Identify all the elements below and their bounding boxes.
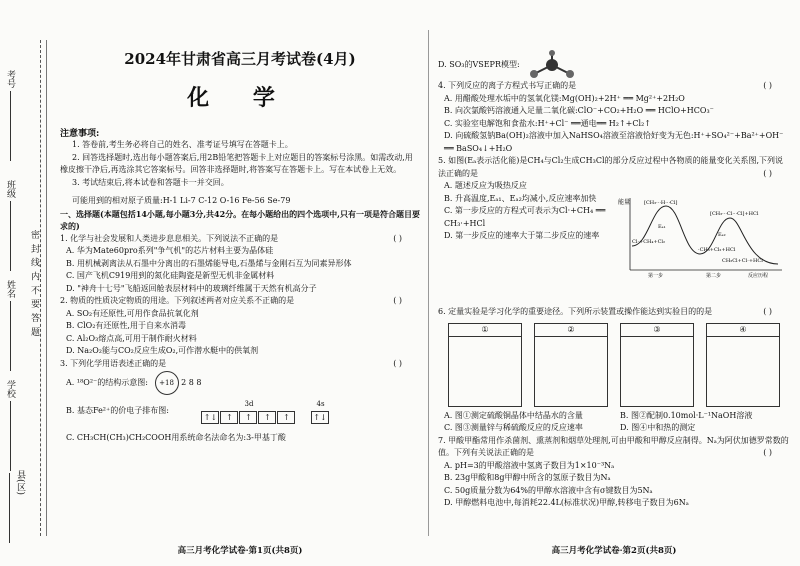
- q6-option-b: B. 图②配制0.10mol·L⁻¹NaOH溶液: [620, 410, 753, 420]
- ea1-label: Eₐ₁: [658, 224, 666, 230]
- field-school: 学校: [4, 380, 17, 471]
- notice-heading: 注意事项:: [60, 129, 100, 139]
- apparatus-2: ②: [534, 323, 608, 407]
- ts1-label: [CH₃···H···Cl]: [644, 200, 678, 206]
- notice-2: 2. 回答选择题时,选出每小题答案后,用2B铅笔把答题卡上对应题目的答案标号涂黑。如需改动,用橡皮擦干净后,再选涂其它答案标号。回答非选择题时,将答案写在答题卡上。写在本试卷上无效。: [60, 152, 413, 174]
- q4-option-a: A. 用醋酸处理水垢中的氢氧化镁:Mg(OH)₂+2H⁺ ══ Mg²⁺+2H₂O: [444, 93, 685, 103]
- question-5: 5. 如图(Eₐ表示活化能)是CH₄与Cl₂生成CH₃Cl的部分反应过程中各物质的能量变化关系图,下列说法正确的是 ( ): [438, 156, 784, 178]
- question-3: 3. 下列化学用语表述正确的是 ( ): [60, 358, 402, 368]
- q7-option-b: B. 23g甲酸和8g甲醇中所含的氢原子数目为Nₐ: [444, 473, 611, 482]
- q2-option-a: A. SO₂有还原性,可用作食品抗氧化剂: [66, 308, 199, 318]
- q5-option-b: B. 升高温度,Eₐ₁、Eₐ₂均减小,反应速率加快: [444, 193, 597, 203]
- q7-option-d: D. 甲醇燃料电池中,每消耗22.4L(标准状况)甲醇,转移电子数目为6Nₐ: [444, 498, 689, 507]
- subject-title: 化 学: [187, 85, 293, 111]
- end-label: CH₃Cl+Cl·+HCl: [722, 258, 763, 264]
- page-1-footer: 高三月考化学试卷·第1页(共8页): [177, 546, 303, 556]
- q4-option-d: D. 向硫酸氢钠Ba(OH)₂溶液中加入NaHSO₄溶液至溶液恰好变为无色:H⁺+SO₄²⁻+Ba²⁺+OH⁻ ══ BaSO₄↓+H₂O: [444, 131, 784, 153]
- orbital-box: ↑↓: [201, 411, 219, 424]
- step1-label: 第一步: [648, 273, 664, 279]
- question-6: 6. 定量实验是学习化学的重要途径。下列所示装置或操作能达到实验目的的是 ( ): [438, 307, 772, 316]
- orbital-box: ↑↓: [311, 411, 329, 424]
- question-2: 2. 物质的性质决定物质的用途。下列叙述两者对应关系不正确的是 ( ): [60, 296, 402, 305]
- lab-apparatus-figures: [438, 323, 790, 407]
- q1-option-d: D. "神舟十七号"飞船返回舱表层材料中的玻璃纤维属于天然有机高分子: [66, 283, 317, 293]
- page-divider: [428, 30, 429, 536]
- q2-option-b: B. ClO₂有还原性,用于自来水消毒: [66, 321, 186, 330]
- q5-options: [438, 180, 618, 243]
- page-1: [60, 0, 420, 445]
- question-4: 4. 下列反应的离子方程式书写正确的是 ( ): [438, 81, 772, 90]
- ea2-label: Eₐ₂: [718, 232, 726, 238]
- field-district: 县(区): [4, 470, 27, 566]
- notice-3: 3. 考试结束后,将本试卷和答题卡一并交回。: [72, 177, 229, 187]
- vsepr-model-figure: [522, 50, 582, 80]
- q7-option-a: A. pH=3的甲酸溶液中氢离子数目为1×10⁻³Nₐ: [444, 460, 615, 470]
- atom-structure-diagram: +18: [155, 371, 179, 395]
- field-class: 班级: [4, 180, 17, 271]
- q3-option-a: A. ¹⁸O²⁻的结构示意图: +18 2 8 8: [60, 370, 420, 396]
- q4-option-b: B. 向次氯酸钙溶液通入足量二氧化碳:ClO⁻+CO₂+H₂O ══ HClO+HCO₃⁻: [444, 106, 714, 115]
- orbital-box: ↑: [258, 411, 276, 424]
- q3-option-b: B. 基态Fe²⁺的价电子排布图: 3d ↑↓ ↑ ↑ ↑ ↑ 4s ↑↓: [60, 398, 420, 424]
- orbital-4s-label: 4s: [316, 400, 325, 408]
- q5-option-a: A. 题述反应为吸热反应: [444, 181, 527, 190]
- q1-option-c: C. 国产飞机C919用到的氮化硅陶瓷是新型无机非金属材料: [66, 271, 275, 280]
- atomic-masses: 可能用到的相对原子质量:H-1 Li-7 C-12 O-16 Fe-56 Se-79: [72, 196, 291, 205]
- question-7: 7. 甲酸甲酯常用作杀菌剂、熏蒸剂和烟草处理剂,可由甲酸和甲醇反应制得。Nₐ为阿伏加德罗常数的值。下列有关说法正确的是 ( ): [438, 435, 789, 457]
- q7-option-c: C. 50g质量分数为64%的甲醇水溶液中含有σ键数目为5Nₐ: [444, 485, 653, 495]
- q5-option-c: C. 第一步反应的方程式可表示为Cl·+CH₄ ══ CH₃·+HCl: [444, 206, 606, 228]
- start-label: Cl·+CH₄+Cl₂: [632, 239, 666, 245]
- apparatus-4: ④: [706, 323, 780, 407]
- axis-x-label: 反应历程: [748, 273, 769, 279]
- orbital-box: ↑: [239, 411, 257, 424]
- axis-y-label: 能量: [618, 199, 631, 206]
- q6-option-c: C. 图③测量锌与稀硫酸反应的反应速率: [444, 423, 583, 432]
- intermediate-label: ·CH₃+Cl₂+HCl: [698, 247, 736, 253]
- q6-options: [438, 410, 790, 435]
- q2-option-c: C. Al₂O₃熔点高,可用于制作耐火材料: [66, 333, 197, 343]
- orbital-box: ↑: [220, 411, 238, 424]
- q1-option-a: A. 华为Mate60pro系列"争气机"的芯片材料主要为晶体硅: [66, 246, 274, 255]
- question-1: 1. 化学与社会发展和人类进步息息相关。下列说法不正确的是 ( ): [60, 233, 402, 243]
- apparatus-3: ③: [620, 323, 694, 407]
- notice-1: 1. 答卷前,考生务必将自己的姓名、准考证号填写在答题卡上。: [72, 140, 293, 149]
- q5-option-d: D. 第一步反应的速率大于第二步反应的速率: [444, 231, 600, 240]
- page-2-lower: [438, 306, 790, 510]
- binding-margin: [0, 0, 52, 566]
- q1-option-b: B. 用机械剥离法从石墨中分离出的石墨烯能导电,石墨烯与金刚石互为同素异形体: [66, 258, 352, 268]
- q6-option-a: A. 图①测定硫酸铜晶体中结晶水的含量: [444, 410, 583, 420]
- q4-option-c: C. 实验室电解饱和食盐水:H⁺+Cl⁻ ══通电══ H₂↑+Cl₂↑: [444, 118, 651, 128]
- energy-profile-diagram: [618, 196, 786, 280]
- q6-option-d: D. 图④中和热的测定: [620, 423, 696, 432]
- q3-option-c: C. CH₃CH(CH₃)CH₂COOH用系统命名法命名为:3-甲基丁酸: [66, 433, 286, 442]
- seal-line: [46, 40, 47, 536]
- field-name: 姓名: [4, 280, 17, 371]
- field-exam-number: 考号: [4, 70, 17, 161]
- orbital-3d-label: 3d: [244, 400, 254, 408]
- q2-option-d: D. Na₂O₂能与CO₂反应生成O₂,可作潜水艇中的供氧剂: [66, 346, 259, 355]
- step2-label: 第二步: [706, 273, 722, 279]
- ts2-label: [CH₃···Cl···Cl]+HCl: [710, 211, 759, 217]
- apparatus-1: ①: [448, 323, 522, 407]
- section-1-heading: 一、选择题(本题包括14小题,每小题3分,共42分。在每小题给出的四个选项中,只有一项是符合题目要求的): [60, 208, 420, 231]
- page-2-footer: 高三月考化学试卷·第2页(共8页): [551, 546, 677, 556]
- seal-text: 密 封 线 内 不 要 答 题: [29, 230, 39, 338]
- q3-option-d: D. SO₃的VSEPR模型:: [438, 50, 790, 80]
- orbital-box: ↑: [277, 411, 295, 424]
- exam-title: 2024年甘肃省高三月考试卷(4月): [124, 50, 356, 68]
